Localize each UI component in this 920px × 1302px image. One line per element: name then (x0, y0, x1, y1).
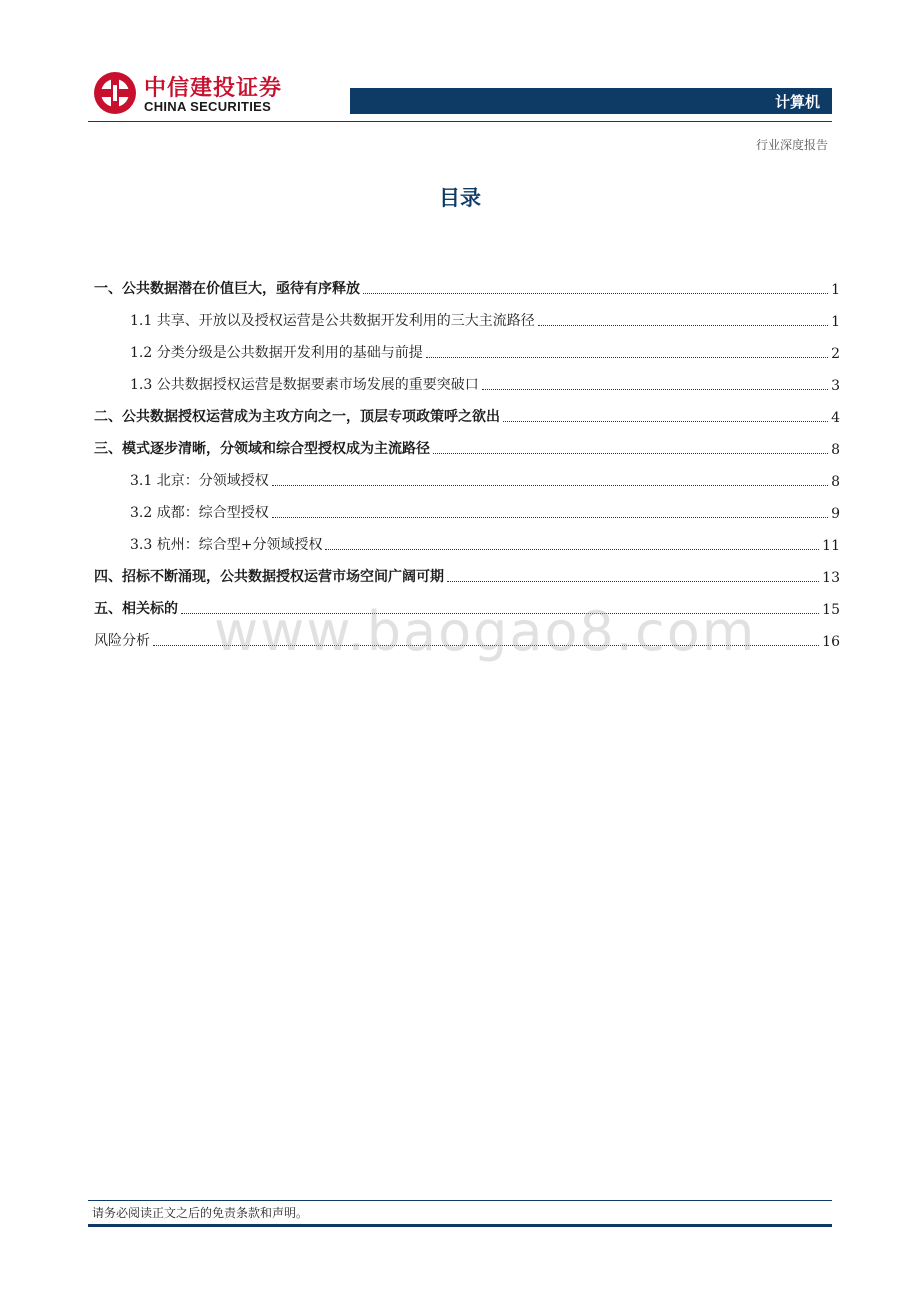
toc-entry-section-2[interactable] (94, 394, 840, 426)
toc-title: 目录 (439, 186, 481, 210)
toc-entry-page: 13 (822, 570, 840, 586)
toc-entry-3-3[interactable] (94, 522, 840, 554)
toc-entry-text: 一、公共数据潜在价值巨大，亟待有序释放 (94, 281, 360, 297)
toc-entry-section-4[interactable] (94, 554, 840, 586)
toc-entry-text: 1.3 公共数据授权运营是数据要素市场发展的重要突破口 (130, 377, 479, 393)
toc-leader-dots (433, 452, 828, 454)
logo-english-name: CHINA SECURITIES (144, 99, 272, 114)
toc-leader-dots (325, 548, 819, 550)
toc-entry-text: 风险分析 (94, 633, 150, 649)
footer-rule (88, 1200, 832, 1201)
toc-entry-text: 1.2 分类分级是公共数据开发利用的基础与前提 (130, 345, 423, 361)
toc-leader-dots (426, 356, 828, 358)
toc-leader-dots (272, 516, 828, 518)
header-rule (88, 121, 832, 122)
toc-entry-page: 3 (831, 378, 840, 394)
toc-entry-page: 11 (822, 538, 840, 554)
toc-entry-text: 三、模式逐步清晰，分领域和综合型授权成为主流路径 (94, 441, 430, 457)
company-logo (92, 70, 292, 120)
toc-leader-dots (272, 484, 828, 486)
toc-entry-section-3[interactable] (94, 426, 840, 458)
toc-entry-text: 3.2 成都：综合型授权 (130, 505, 269, 521)
toc-entry-1-2[interactable] (94, 330, 840, 362)
toc-entry-page: 2 (831, 346, 840, 362)
toc-entry-text: 四、招标不断涌现，公共数据授权运营市场空间广阔可期 (94, 569, 444, 585)
toc-entry-text: 二、公共数据授权运营成为主攻方向之一，顶层专项政策呼之欲出 (94, 409, 500, 425)
toc-entry-page: 15 (822, 602, 840, 618)
toc-entry-3-2[interactable] (94, 490, 840, 522)
toc-leader-dots (363, 292, 828, 294)
header-sector-bar (350, 88, 832, 114)
logo-chinese-name: 中信建投证券 (144, 76, 283, 101)
toc-entry-text: 3.3 杭州：综合型+分领域授权 (130, 537, 323, 553)
toc-entry-page: 9 (831, 506, 840, 522)
toc-entry-section-1[interactable] (94, 266, 840, 298)
toc-entry-text: 3.1 北京：分领域授权 (130, 473, 269, 489)
report-type: 行业深度报告 (755, 138, 828, 152)
toc-leader-dots (482, 388, 828, 390)
toc-entry-page: 16 (822, 634, 840, 650)
toc-entry-1-1[interactable] (94, 298, 840, 330)
toc-leader-dots (447, 580, 819, 582)
toc-leader-dots (538, 324, 828, 326)
toc-entry-page: 1 (831, 282, 840, 298)
toc-entry-page: 4 (831, 410, 840, 426)
watermark: www.baogao8.com (214, 600, 757, 663)
toc-entry-3-1[interactable] (94, 458, 840, 490)
toc-entry-page: 8 (831, 474, 840, 490)
footer-disclaimer: 请务必阅读正文之后的免责条款和声明。 (92, 1206, 309, 1220)
toc-entry-1-3[interactable] (94, 362, 840, 394)
footer-rule-thick (88, 1224, 832, 1227)
china-securities-logo-icon (92, 70, 138, 116)
toc-entry-text: 五、相关标的 (94, 601, 178, 617)
sector-label: 计算机 (774, 93, 820, 111)
toc-entry-page: 8 (831, 442, 840, 458)
toc-entry-text: 1.1 共享、开放以及授权运营是公共数据开发利用的三大主流路径 (130, 313, 535, 329)
toc-leader-dots (503, 420, 828, 422)
table-of-contents (94, 266, 840, 650)
toc-entry-page: 1 (831, 314, 840, 330)
